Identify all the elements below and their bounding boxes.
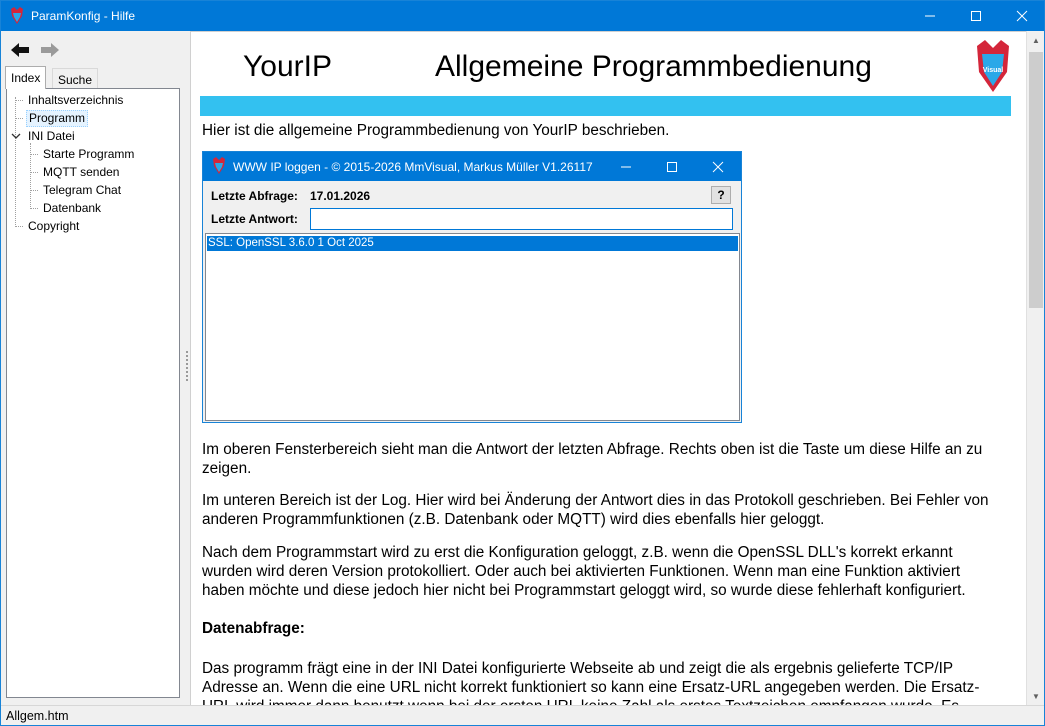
scroll-down-icon[interactable]: ▼ (1032, 691, 1040, 701)
last-answer-field (310, 208, 733, 230)
tree-item-ini-datei[interactable]: INI Datei (28, 129, 75, 143)
mmvisual-logo-icon (975, 38, 1011, 94)
tree-item-starte-programm[interactable]: Starte Programm (43, 147, 135, 161)
tree-item-inhaltsverzeichnis[interactable]: Inhaltsverzeichnis (28, 93, 124, 107)
last-answer-label: Letzte Antwort: (211, 212, 298, 226)
minimize-icon (925, 11, 935, 21)
tree-item-copyright[interactable]: Copyright (28, 219, 80, 233)
tree-item-datenbank[interactable]: Datenbank (43, 201, 102, 215)
header-bar (200, 96, 1011, 116)
screenshot-title-bar (203, 152, 741, 181)
close-button[interactable] (999, 1, 1045, 31)
tree-line (15, 226, 23, 227)
tree-item-telegram-chat[interactable]: Telegram Chat (43, 183, 122, 197)
paragraph-top-area: Im oberen Fensterbereich sieht man die Antwort der letzten Abfrage. Rechts oben ist die Taste um diese Hilfe an zu zeigen. (202, 441, 983, 477)
paragraph-datenabfrage: Das programm frägt eine in der INI Datei konfigurierte Webseite ab und zeigt die als ergebnis gelieferte TCP/IP Adresse an. Wenn die eine URL nicht korrekt funktioniert so kann eine Ersatz-URL angegeben werden. Die Ersatz- (202, 660, 980, 696)
tree-line (15, 118, 23, 119)
tree-line (30, 190, 38, 191)
chevron-down-icon[interactable] (11, 131, 21, 141)
screenshot-close-icon (695, 152, 741, 181)
page-title: Allgemeine Programmbedienung (435, 50, 872, 83)
brand-title: YourIP (243, 50, 332, 83)
maximize-button[interactable] (953, 1, 999, 31)
tree-item-programm[interactable]: Programm (26, 110, 88, 127)
program-screenshot (202, 151, 742, 423)
logo-text: Visual (982, 67, 1004, 74)
screenshot-help-button: ? (711, 186, 731, 204)
window-title: ParamKonfig - Hilfe (31, 9, 136, 23)
screenshot-maximize-icon (649, 152, 695, 181)
paragraph-log-area: Im unteren Bereich ist der Log. Hier wird bei Änderung der Antwort dies in das Protokoll geschrieben. Bei Fehler von anderen Programmfunktionen (z.B. Datenbank oder MQTT) wird dies ebenfalls hier geloggt. (202, 492, 989, 528)
screenshot-minimize-icon (603, 152, 649, 181)
log-line: SSL: OpenSSL 3.6.0 1 Oct 2025 (207, 236, 738, 251)
tree-line (30, 143, 31, 209)
nav-tabs (5, 66, 181, 90)
toc-tree (6, 88, 180, 698)
forward-button[interactable] (39, 39, 61, 61)
tree-line (30, 172, 38, 173)
intro-text: Hier ist die allgemeine Programmbedienung von YourIP beschrieben. (202, 122, 670, 139)
vertical-scrollbar[interactable] (1026, 31, 1044, 705)
tree-line (30, 154, 38, 155)
last-query-value: 17.01.2026 (310, 189, 371, 203)
navigation-pane (1, 31, 184, 705)
status-bar (1, 705, 1044, 725)
scrollbar-thumb[interactable] (1029, 52, 1043, 308)
splitter-grip[interactable] (186, 351, 188, 381)
title-bar (1, 1, 1044, 31)
maximize-icon (971, 11, 981, 21)
back-button[interactable] (9, 39, 31, 61)
forward-arrow-icon (40, 41, 60, 59)
tab-index[interactable]: Index (5, 66, 46, 89)
section-heading-datenabfrage: Datenabfrage: (202, 620, 305, 637)
help-content (190, 31, 1026, 705)
close-icon (1017, 11, 1027, 21)
tree-line (30, 208, 38, 209)
screenshot-title: WWW IP loggen - © 2015-2026 MmVisual, Markus Müller V1.26117 (233, 160, 593, 174)
tree-line (15, 100, 23, 101)
scroll-up-icon[interactable]: ▲ (1032, 35, 1040, 45)
back-arrow-icon (10, 41, 30, 59)
app-logo-icon (211, 157, 227, 175)
tab-search[interactable]: Suche (52, 68, 98, 88)
minimize-button[interactable] (907, 1, 953, 31)
paragraph-startup: Nach dem Programmstart wird zu erst die Konfiguration geloggt, z.B. wenn die OpenSSL DLL's korrekt erkannt wurden wird deren Version protokolliert. Oder auch bei aktivierten Funktionen. Wenn man eine Funktion aktiviert haben möchte und diese jedoch hier nicht bei Programmstart geloggt wird, so wurde diese fehlerhaft konfiguriert. (202, 544, 966, 599)
status-text: Allgem.htm (6, 709, 69, 723)
app-logo-icon (9, 7, 25, 25)
log-list (205, 233, 740, 421)
tree-item-mqtt-senden[interactable]: MQTT senden (43, 165, 120, 179)
last-query-label: Letzte Abfrage: (211, 189, 298, 203)
tree-line (15, 97, 16, 227)
